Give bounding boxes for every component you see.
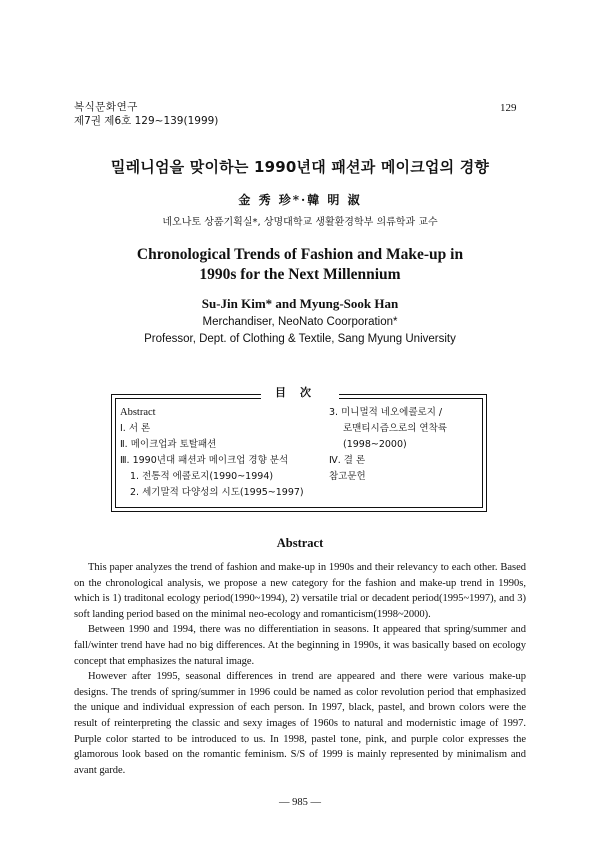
english-affiliation-2: Professor, Dept. of Clothing & Textile, Sang Myung University bbox=[144, 333, 456, 345]
korean-authors: 金 秀 珍*·韓 明 淑 bbox=[238, 193, 362, 207]
toc-heading bbox=[0, 384, 600, 400]
abstract-paragraph: However after 1995, seasonal differences in trend are appeared and there were various make-up designs. The trends of spring/summer in 1996 could be named as color revolution period that emphasized the unique and individual expression of each person. In 1997, black, pastel, and brown colors were the result of reinterpreting the classic and sexy images of 1960s to natural and modernistic image of 1997. Purple color started to be introduced to us. In 1998, pastel tone, pink, and purple color expresses the glamorous look based on the romantic feminism. S/S of 1999 is mainly represented by minimalism and avant garde. bbox=[74, 671, 526, 776]
toc-item: 3. 미니멀적 네오에콜로지 / bbox=[329, 407, 443, 418]
toc-item: (1998~2000) bbox=[343, 439, 407, 450]
toc-item: 참고문헌 bbox=[329, 471, 366, 482]
footer-page-number: — 985 — bbox=[279, 797, 321, 808]
toc-right-column bbox=[329, 405, 447, 485]
toc-item: Ⅲ. 1990년대 패션과 메이크업 경향 분석 bbox=[120, 455, 289, 466]
korean-affiliation: 네오나토 상품기획실*, 상명대학교 생활환경학부 의류학과 교수 bbox=[162, 217, 438, 228]
abstract-paragraph: This paper analyzes the trend of fashion and make-up in 1990s and their relevancy to each other. Based on the chronological analysis, we propose a new category for the fashion and make-up trend in 1990s, which is 1) traditonal ecology period(1990~1994), 2) versatile trial or decadent period(1995~1997), and 3) soft landing period based on the minimal neo-ecology and romanticism(1998~2000). bbox=[74, 562, 526, 620]
page-number: 129 bbox=[500, 102, 517, 114]
abstract-heading: Abstract bbox=[276, 536, 324, 550]
abstract-body bbox=[74, 560, 526, 778]
toc-left-column bbox=[120, 405, 304, 501]
journal-volume: 제7권 제6호 129~139(1999) bbox=[74, 115, 219, 127]
toc-item: 1. 전통적 에콜로지(1990~1994) bbox=[130, 471, 274, 482]
english-title-line-1: Chronological Trends of Fashion and Make-up in bbox=[136, 246, 464, 263]
abstract-paragraph: Between 1990 and 1994, there was no differentiation in seasons. It appeared that spring/summer and fall/winter trend have had no big differences. At the beginning in 1990s, it was basically based on ecology concept that emphasizes the natural image. bbox=[74, 624, 526, 667]
journal-name: 복식문화연구 bbox=[74, 101, 138, 113]
korean-title: 밀레니엄을 맞이하는 1990년대 패션과 메이크업의 경향 bbox=[110, 158, 490, 176]
toc-item: Abstract bbox=[120, 407, 156, 418]
toc-item: Ⅳ. 결 론 bbox=[329, 455, 366, 466]
english-affiliation-1: Merchandiser, NeoNato Coorporation* bbox=[202, 316, 398, 328]
toc-item: 2. 세기말적 다양성의 시도(1995~1997) bbox=[130, 487, 304, 498]
toc-item: Ⅰ. 서 론 bbox=[120, 423, 151, 434]
toc-item: 로맨티시즘으로의 연착륙 bbox=[343, 423, 447, 434]
toc-heading-text: 目次 bbox=[261, 386, 339, 399]
english-title bbox=[0, 245, 600, 285]
english-authors: Su-Jin Kim* and Myung-Sook Han bbox=[201, 296, 399, 311]
english-title-line-2: 1990s for the Next Millennium bbox=[199, 266, 401, 283]
toc-item: Ⅱ. 메이크업과 토탈패션 bbox=[120, 439, 217, 450]
